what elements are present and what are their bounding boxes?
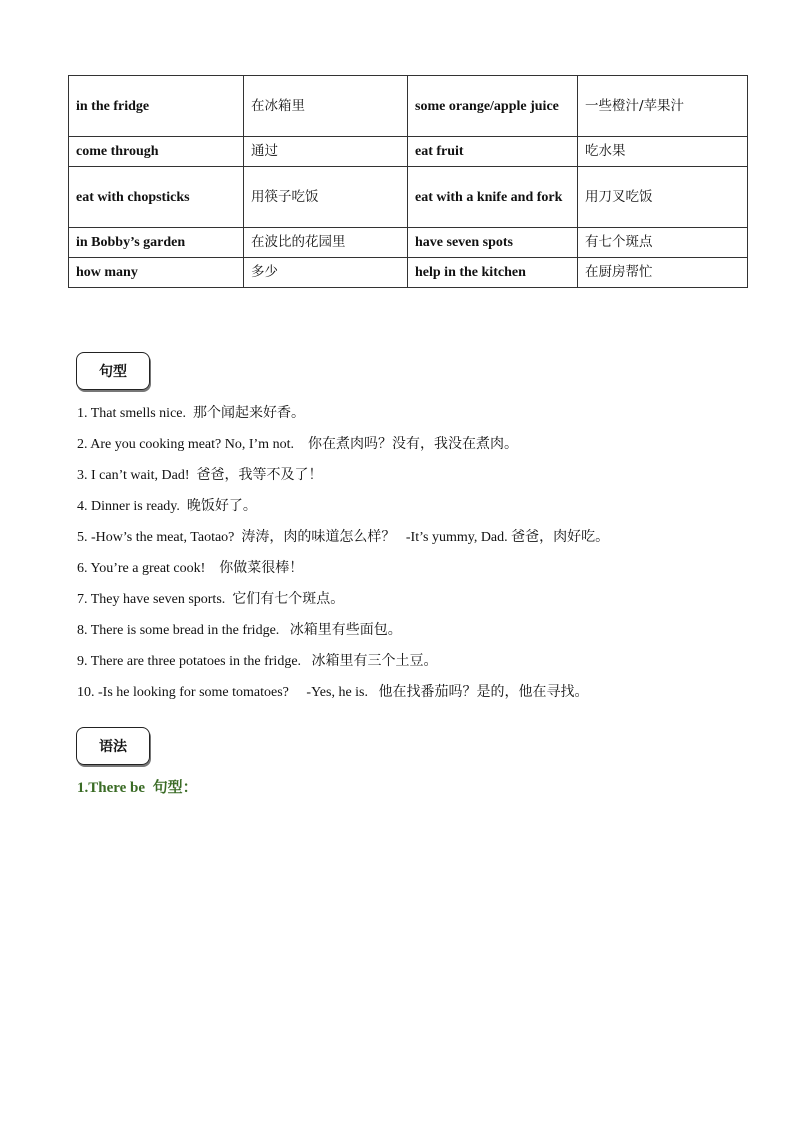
phrase-zh: 吃水果: [578, 137, 748, 167]
phrase-zh: 一些橙汁/苹果汁: [578, 76, 748, 137]
sentence-en: 10. -Is he looking for some tomatoes?: [77, 685, 289, 700]
sentence-zh: 爸爸，我等不及了！: [196, 467, 323, 483]
sentence-en: 6. You’re a great cook!: [77, 561, 206, 576]
list-item: [77, 460, 777, 491]
sentence-section-label: 句型: [76, 352, 150, 390]
phrase-zh: 用筷子吃饭: [244, 167, 408, 228]
list-item: [77, 584, 777, 615]
sentence-list: [77, 398, 777, 708]
sentence-en-reply: -Yes, he is.: [306, 685, 368, 700]
phrase-zh: 有七个斑点: [578, 228, 748, 258]
phrase-en: help in the kitchen: [408, 258, 578, 288]
phrase-zh: 在波比的花园里: [244, 228, 408, 258]
vocabulary-table: [68, 75, 748, 288]
sentence-zh: 你在煮肉吗？没有，我没在煮肉。: [307, 436, 518, 452]
phrase-zh: 用刀叉吃饭: [578, 167, 748, 228]
phrase-en: in Bobby’s garden: [69, 228, 244, 258]
sentence-zh: 冰箱里有些面包。: [289, 622, 402, 638]
list-item: [77, 398, 777, 429]
phrase-en: in the fridge: [69, 76, 244, 137]
sentence-zh: 冰箱里有三个土豆。: [311, 653, 438, 669]
sentence-zh: 它们有七个斑点。: [232, 591, 345, 607]
phrase-en: eat with a knife and fork: [408, 167, 578, 228]
table-row: [69, 167, 748, 228]
phrase-en: have seven spots: [408, 228, 578, 258]
sentence-en: 4. Dinner is ready.: [77, 499, 180, 514]
sentence-zh: 晚饭好了。: [186, 498, 257, 514]
sentence-en: 8. There is some bread in the fridge.: [77, 623, 280, 638]
list-item: [77, 491, 777, 522]
phrase-en: eat with chopsticks: [69, 167, 244, 228]
list-item: [77, 615, 777, 646]
list-item: [77, 522, 777, 553]
phrase-zh: 在冰箱里: [244, 76, 408, 137]
phrase-en: come through: [69, 137, 244, 167]
sentence-zh: 那个闻起来好香。: [193, 405, 305, 421]
sentence-zh-reply: 爸爸，肉好吃。: [511, 529, 610, 545]
list-item: [77, 429, 777, 460]
phrase-zh: 多少: [244, 258, 408, 288]
sentence-zh: 你做菜很棒！: [219, 560, 304, 576]
list-item: [77, 677, 777, 708]
sentence-en: 1. That smells nice.: [77, 406, 186, 421]
grammar-section-label: 语法: [76, 727, 150, 765]
grammar-heading-en: 1.There be: [77, 780, 146, 796]
grammar-heading-zh: 句型：: [152, 778, 198, 796]
phrase-en: eat fruit: [408, 137, 578, 167]
phrase-zh: 在厨房帮忙: [578, 258, 748, 288]
sentence-en: 7. They have seven sports.: [77, 592, 226, 607]
sentence-en: 3. I can’t wait, Dad!: [77, 468, 190, 483]
table-row: [69, 137, 748, 167]
sentence-zh-reply: 他在找番茄吗？是的，他在寻找。: [378, 684, 589, 700]
sentence-en: 9. There are three potatoes in the fridge.: [77, 654, 302, 669]
sentence-en-reply: -It’s yummy, Dad.: [405, 530, 508, 545]
list-item: [77, 646, 777, 677]
sentence-en: 2. Are you cooking meat? No, I’m not.: [77, 437, 294, 452]
table-row: [69, 76, 748, 137]
list-item: [77, 553, 777, 584]
phrase-en: some orange/apple juice: [408, 76, 578, 137]
table-row: [69, 228, 748, 258]
phrase-en: how many: [69, 258, 244, 288]
table-row: [69, 258, 748, 288]
sentence-zh: 涛涛，肉的味道怎么样？: [241, 529, 396, 545]
grammar-heading: [77, 776, 198, 797]
sentence-en: 5. -How’s the meat, Taotao?: [77, 530, 235, 545]
phrase-zh: 通过: [244, 137, 408, 167]
